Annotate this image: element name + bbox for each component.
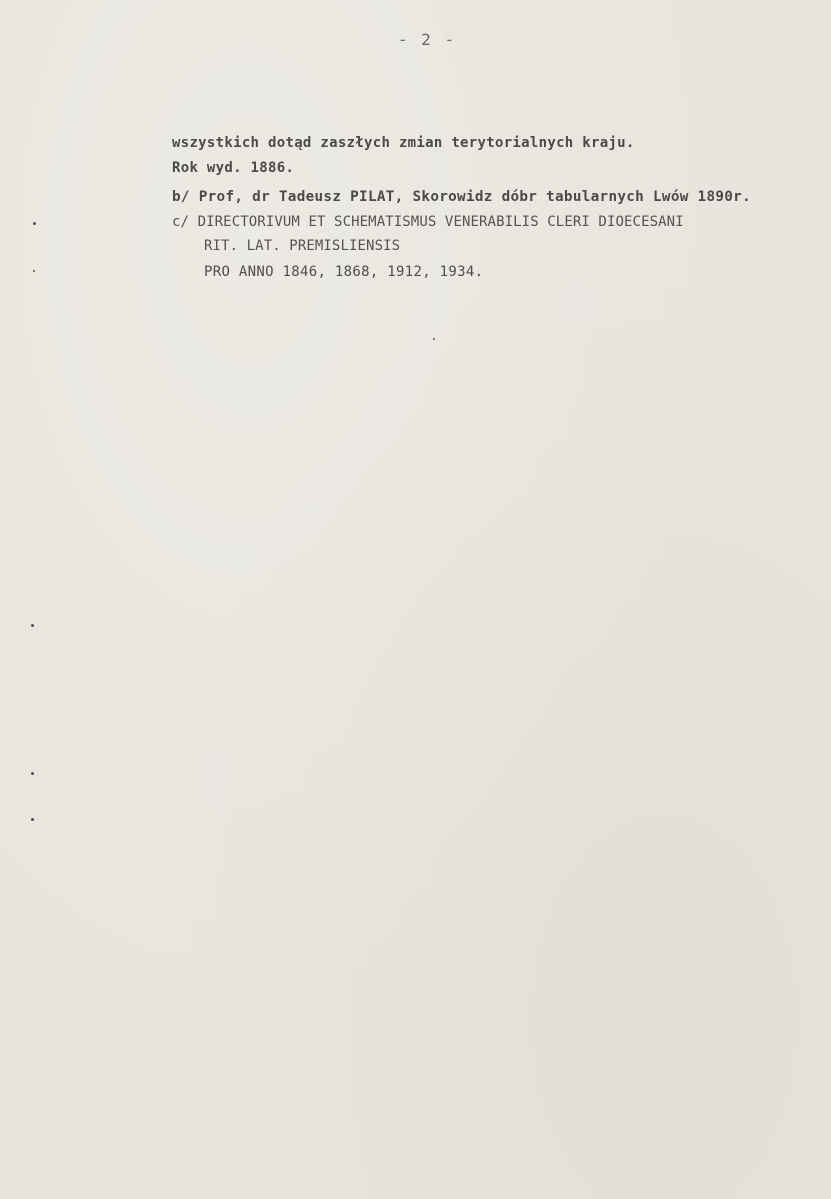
text-line-5: RIT. LAT. PREMISLIENSIS (204, 238, 401, 254)
margin-speck (31, 624, 34, 627)
page-speck (433, 338, 435, 340)
text-line-4: c/ DIRECTORIVUM ET SCHEMATISMUS VENERABILIS CLERI DIOECESANI (172, 214, 684, 230)
text-line-1: wszystkich dotąd zaszłych zmian terytorialnych kraju. (172, 135, 635, 151)
margin-speck (31, 818, 34, 821)
margin-speck (33, 270, 35, 272)
page-number: - 2 - (397, 30, 457, 49)
text-line-2: Rok wyd. 1886. (172, 160, 295, 176)
text-line-3: b/ Prof, dr Tadeusz PILAT, Skorowidz dóbr tabularnych Lwów 1890r. (172, 189, 751, 205)
text-line-6: PRO ANNO 1846, 1868, 1912, 1934. (204, 264, 484, 280)
margin-speck (33, 222, 36, 225)
margin-speck (31, 772, 34, 775)
